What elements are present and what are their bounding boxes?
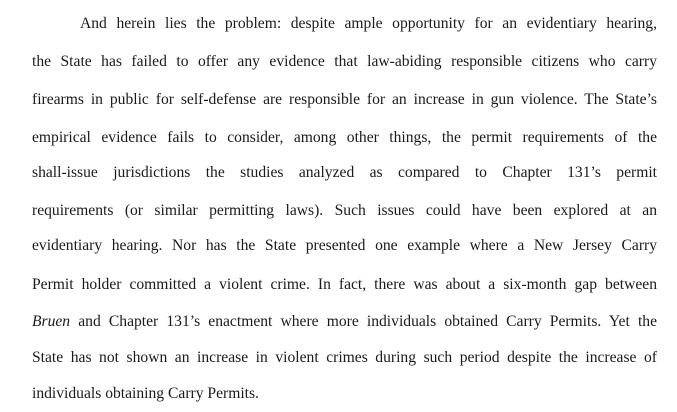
paragraph-line-5: shall-issue jurisdictions the studies analyzed as compared to Chapter 131’s permit bbox=[32, 164, 657, 181]
paragraph-line-7: evidentiary hearing. Nor has the State presented one example where a New Jersey Carry bbox=[32, 237, 657, 254]
paragraph-line-1: And herein lies the problem: despite ample opportunity for an evidentiary hearing, bbox=[80, 15, 657, 32]
paragraph-line-11: individuals obtaining Carry Permits. bbox=[32, 385, 259, 402]
paragraph-line-10: State has not shown an increase in violent crimes during such period despite the increase of bbox=[32, 349, 657, 366]
paragraph-line-6: requirements (or similar permitting laws). Such issues could have been explored at an bbox=[32, 202, 657, 219]
paragraph-line-2: the State has failed to offer any evidence that law-abiding responsible citizens who carry bbox=[32, 53, 657, 70]
paragraph-line-3: firearms in public for self-defense are responsible for an increase in gun violence. The State’s bbox=[32, 91, 657, 108]
paragraph-line-9 bbox=[32, 312, 657, 332]
paragraph-line-4: empirical evidence fails to consider, among other things, the permit requirements of the bbox=[32, 129, 657, 146]
paragraph-line-8: Permit holder committed a violent crime. In fact, there was about a six-month gap between bbox=[32, 276, 657, 293]
case-name-bruen: Bruen bbox=[32, 313, 71, 330]
paragraph-line-9-text: and Chapter 131’s enactment where more individuals obtained Carry Permits. Yet the bbox=[78, 313, 657, 330]
